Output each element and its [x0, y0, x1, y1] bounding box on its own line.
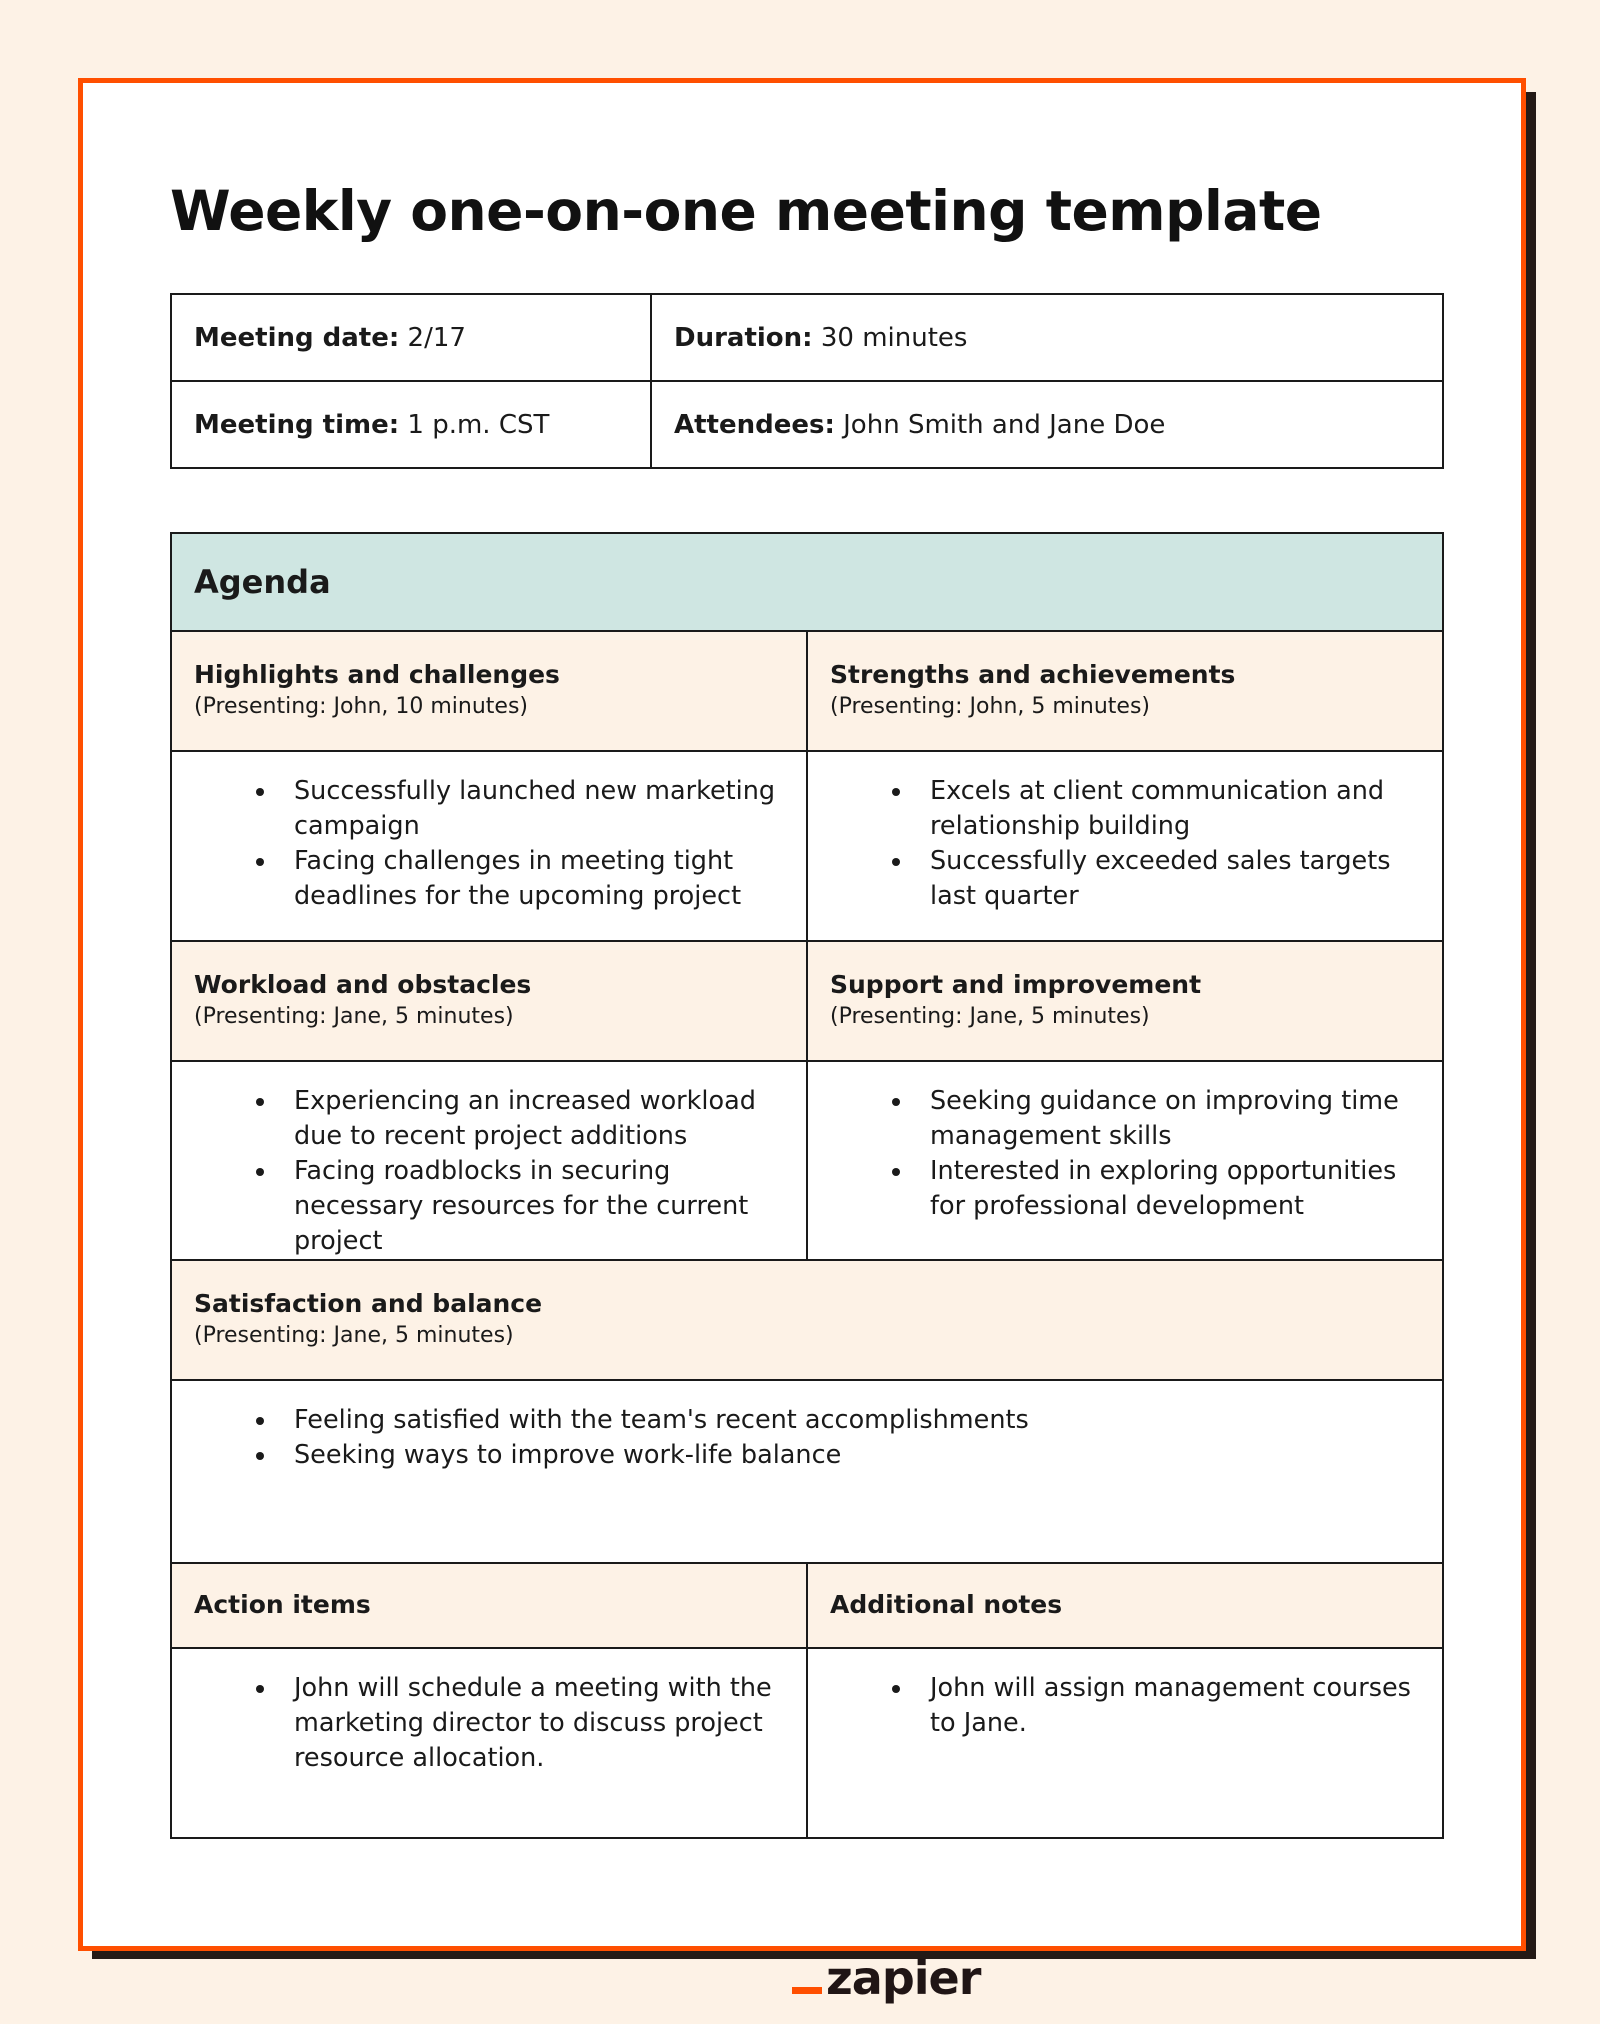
list-item: • Experiencing an increased workload due to recent project additions	[278, 1084, 784, 1154]
highlights-body	[171, 751, 807, 941]
additional-notes-body	[807, 1648, 1443, 1838]
strengths-subtitle: (Presenting: John, 5 minutes)	[830, 693, 1150, 719]
meeting-time-label: Meeting time:	[194, 409, 400, 440]
attendees-value: John Smith and Jane Doe	[843, 409, 1166, 440]
workload-list	[194, 1084, 784, 1259]
additional-notes-title: Additional notes	[830, 1590, 1063, 1620]
duration-cell	[651, 294, 1443, 381]
satisfaction-title: Satisfaction and balance	[194, 1289, 543, 1319]
meeting-info-table	[170, 293, 1444, 469]
meeting-date-value: 2/17	[407, 322, 466, 353]
meeting-time-value: 1 p.m. CST	[407, 409, 550, 440]
attendees-cell	[651, 381, 1443, 468]
duration-value: 30 minutes	[820, 322, 968, 353]
list-item: • Successfully launched new marketing campaign	[278, 774, 784, 844]
action-items-header	[171, 1563, 807, 1648]
list-item: • Seeking guidance on improving time management skills	[914, 1084, 1420, 1154]
list-item: • Successfully exceeded sales targets last quarter	[914, 844, 1420, 914]
support-header	[807, 941, 1443, 1061]
list-item: • John will assign management courses to Jane.	[914, 1671, 1420, 1741]
meeting-time-cell	[171, 381, 651, 468]
document-card	[78, 78, 1526, 2005]
highlights-header	[171, 631, 807, 751]
satisfaction-list	[194, 1403, 1420, 1473]
workload-title: Workload and obstacles	[194, 970, 532, 1000]
action-items-body	[171, 1648, 807, 1838]
list-item: • Interested in exploring opportunities for professional development	[914, 1154, 1420, 1224]
strengths-header	[807, 631, 1443, 751]
highlights-list	[194, 774, 784, 914]
agenda-heading: Agenda	[171, 533, 1443, 631]
logo-text: zapier	[826, 1951, 981, 2005]
support-list	[830, 1084, 1420, 1224]
zapier-logo	[792, 1951, 980, 2005]
workload-body	[171, 1061, 807, 1260]
list-item: • Facing roadblocks in securing necessary resources for the current project	[278, 1154, 784, 1259]
highlights-title: Highlights and challenges	[194, 660, 560, 690]
action-items-list	[194, 1671, 784, 1776]
list-item: • Excels at client communication and relationship building	[914, 774, 1420, 844]
satisfaction-body	[171, 1380, 1443, 1563]
agenda-table	[170, 532, 1444, 1839]
list-item: • Seeking ways to improve work-life balance	[278, 1438, 1420, 1473]
strengths-title: Strengths and achievements	[830, 660, 1236, 690]
action-items-title: Action items	[194, 1590, 371, 1620]
meeting-date-cell	[171, 294, 651, 381]
logo-underscore-icon	[792, 1987, 822, 1994]
support-body	[807, 1061, 1443, 1260]
page-title: Weekly one-on-one meeting template	[170, 179, 1322, 243]
list-item: • John will schedule a meeting with the marketing director to discuss project resource allocation.	[278, 1671, 784, 1776]
additional-notes-list	[830, 1671, 1420, 1741]
duration-label: Duration:	[674, 322, 813, 353]
additional-notes-header	[807, 1563, 1443, 1648]
support-subtitle: (Presenting: Jane, 5 minutes)	[830, 1003, 1150, 1029]
list-item: • Feeling satisfied with the team's recent accomplishments	[278, 1403, 1420, 1438]
strengths-list	[830, 774, 1420, 914]
attendees-label: Attendees:	[674, 409, 835, 440]
support-title: Support and improvement	[830, 970, 1202, 1000]
workload-subtitle: (Presenting: Jane, 5 minutes)	[194, 1003, 514, 1029]
satisfaction-subtitle: (Presenting: Jane, 5 minutes)	[194, 1322, 514, 1348]
list-item: • Facing challenges in meeting tight deadlines for the upcoming project	[278, 844, 784, 914]
highlights-subtitle: (Presenting: John, 10 minutes)	[194, 693, 528, 719]
workload-header	[171, 941, 807, 1061]
strengths-body	[807, 751, 1443, 941]
meeting-date-label: Meeting date:	[194, 322, 400, 353]
satisfaction-header	[171, 1260, 1443, 1380]
